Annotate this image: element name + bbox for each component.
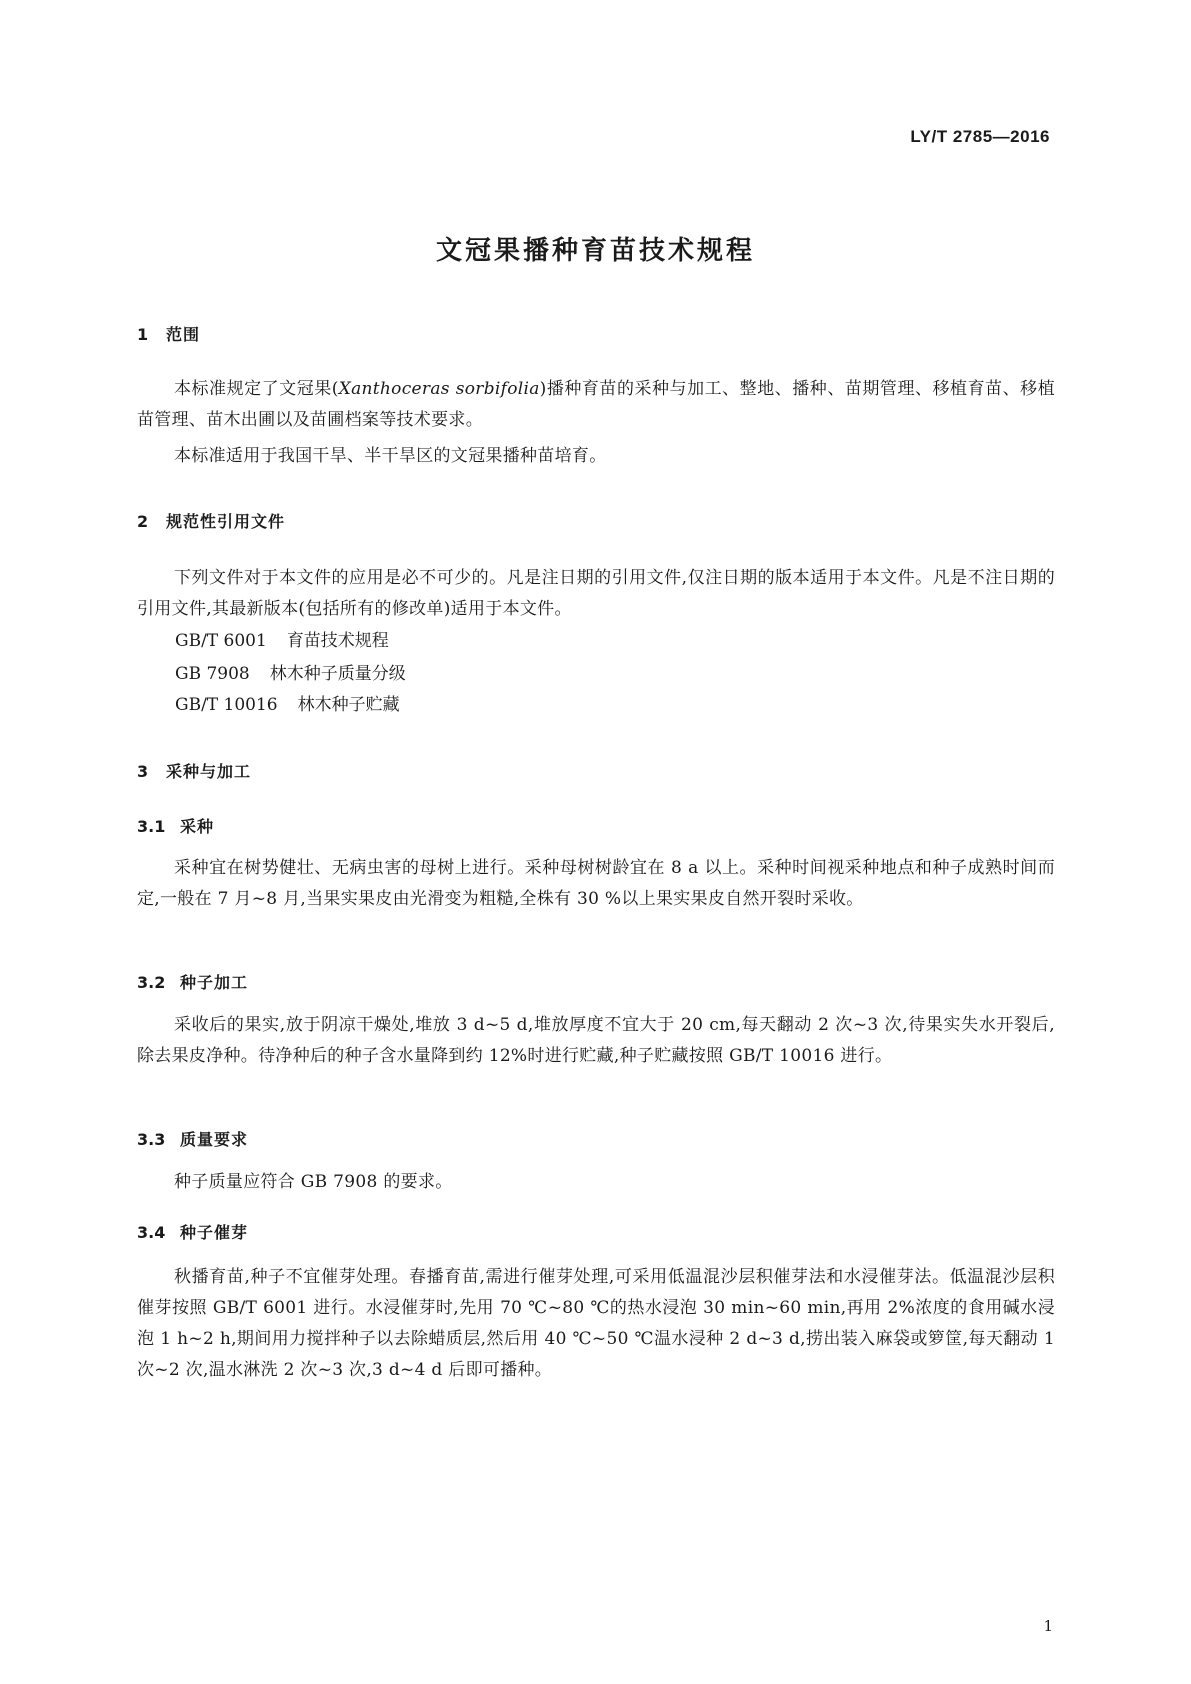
section-3-1-paragraph: 采种宜在树势健壮、无病虫害的母树上进行。采种母树树龄宜在 8 a 以上。采种时间视采种地点和种子成熟时间而定,一般在 7 月~8 月,当果实果皮由光滑变为粗糙,全株有 30 %以上果实果皮自然开裂时采收。 — [137, 858, 1055, 909]
section-title: 种子加工 — [180, 973, 249, 992]
section-3-3-heading — [137, 1127, 248, 1150]
section-3-1-heading — [137, 814, 214, 837]
section-3-4-paragraph: 秋播育苗,种子不宜催芽处理。春播育苗,需进行催芽处理,可采用低温混沙层积催芽法和水浸催芽法。低温混沙层积催芽按照 GB/T 6001 进行。水浸催芽时,先用 70 ℃~80 ℃的热水浸泡 30 min~60 min,再用 2%浓度的食用碱水浸泡 1 h~2 h,期间用力搅拌种子以去除蜡质层,然后用 40 ℃~50 ℃温水浸种 2 d~3 d,捞出装入麻袋或箩筐,每天翻动 1 次~2 次,温水淋洗 2 次~3 次,3 d~4 d 后即可播种。 — [137, 1267, 1055, 1380]
section-number: 3 — [137, 762, 149, 781]
section-number: 3.4 — [137, 1223, 166, 1242]
section-title: 采种与加工 — [166, 762, 252, 781]
normative-reference — [175, 690, 400, 721]
normative-reference — [175, 626, 389, 657]
section-title: 质量要求 — [180, 1130, 249, 1149]
reference-code: GB/T 6001 — [175, 631, 267, 651]
paragraph-text: 本标准规定了文冠果( — [174, 379, 339, 399]
section-2-paragraph-1: 下列文件对于本文件的应用是必不可少的。凡是注日期的引用文件,仅注日期的版本适用于本文件。凡是不注日期的引用文件,其最新版本(包括所有的修改单)适用于本文件。 — [137, 568, 1055, 619]
section-3-heading — [137, 759, 251, 782]
section-number: 2 — [137, 512, 149, 531]
section-number: 3.2 — [137, 973, 166, 992]
section-number: 3.1 — [137, 817, 166, 836]
page-number: 1 — [1043, 1617, 1053, 1635]
section-3-2-heading — [137, 970, 248, 993]
reference-code: GB 7908 — [175, 664, 250, 684]
latin-species-name: Xanthoceras sorbifolia — [338, 379, 540, 399]
reference-code: GB/T 10016 — [175, 695, 278, 715]
section-title: 种子催芽 — [180, 1223, 249, 1242]
reference-name: 育苗技术规程 — [286, 631, 389, 651]
section-title: 范围 — [166, 325, 201, 344]
normative-reference — [175, 659, 406, 690]
section-title: 采种 — [180, 817, 215, 836]
section-3-3-paragraph: 种子质量应符合 GB 7908 的要求。 — [174, 1172, 453, 1192]
section-3-4-heading — [137, 1220, 248, 1243]
paragraph-text: )播种育苗的采种与加工、整地、播种、苗期管理、移植育苗、移植苗管理、苗木出圃以及苗圃档案等技术要求。 — [137, 379, 1055, 430]
section-1-heading — [137, 322, 200, 345]
section-3-2-paragraph: 采收后的果实,放于阴凉干燥处,堆放 3 d~5 d,堆放厚度不宜大于 20 cm,每天翻动 2 次~3 次,待果实失水开裂后,除去果皮净种。待净种后的种子含水量降到约 12%时进行贮藏,种子贮藏按照 GB/T 10016 进行。 — [137, 1015, 1055, 1066]
document-title: 文冠果播种育苗技术规程 — [435, 236, 755, 266]
section-1-paragraph-2: 本标准适用于我国干旱、半干旱区的文冠果播种苗培育。 — [174, 446, 607, 466]
reference-name: 林木种子贮藏 — [297, 695, 400, 715]
section-title: 规范性引用文件 — [166, 512, 286, 531]
section-1-paragraph-1 — [137, 374, 1055, 436]
section-2-heading — [137, 509, 285, 532]
section-number: 1 — [137, 325, 149, 344]
section-number: 3.3 — [137, 1130, 166, 1149]
reference-name: 林木种子质量分级 — [269, 664, 406, 684]
standard-code: LY/T 2785—2016 — [910, 127, 1050, 146]
